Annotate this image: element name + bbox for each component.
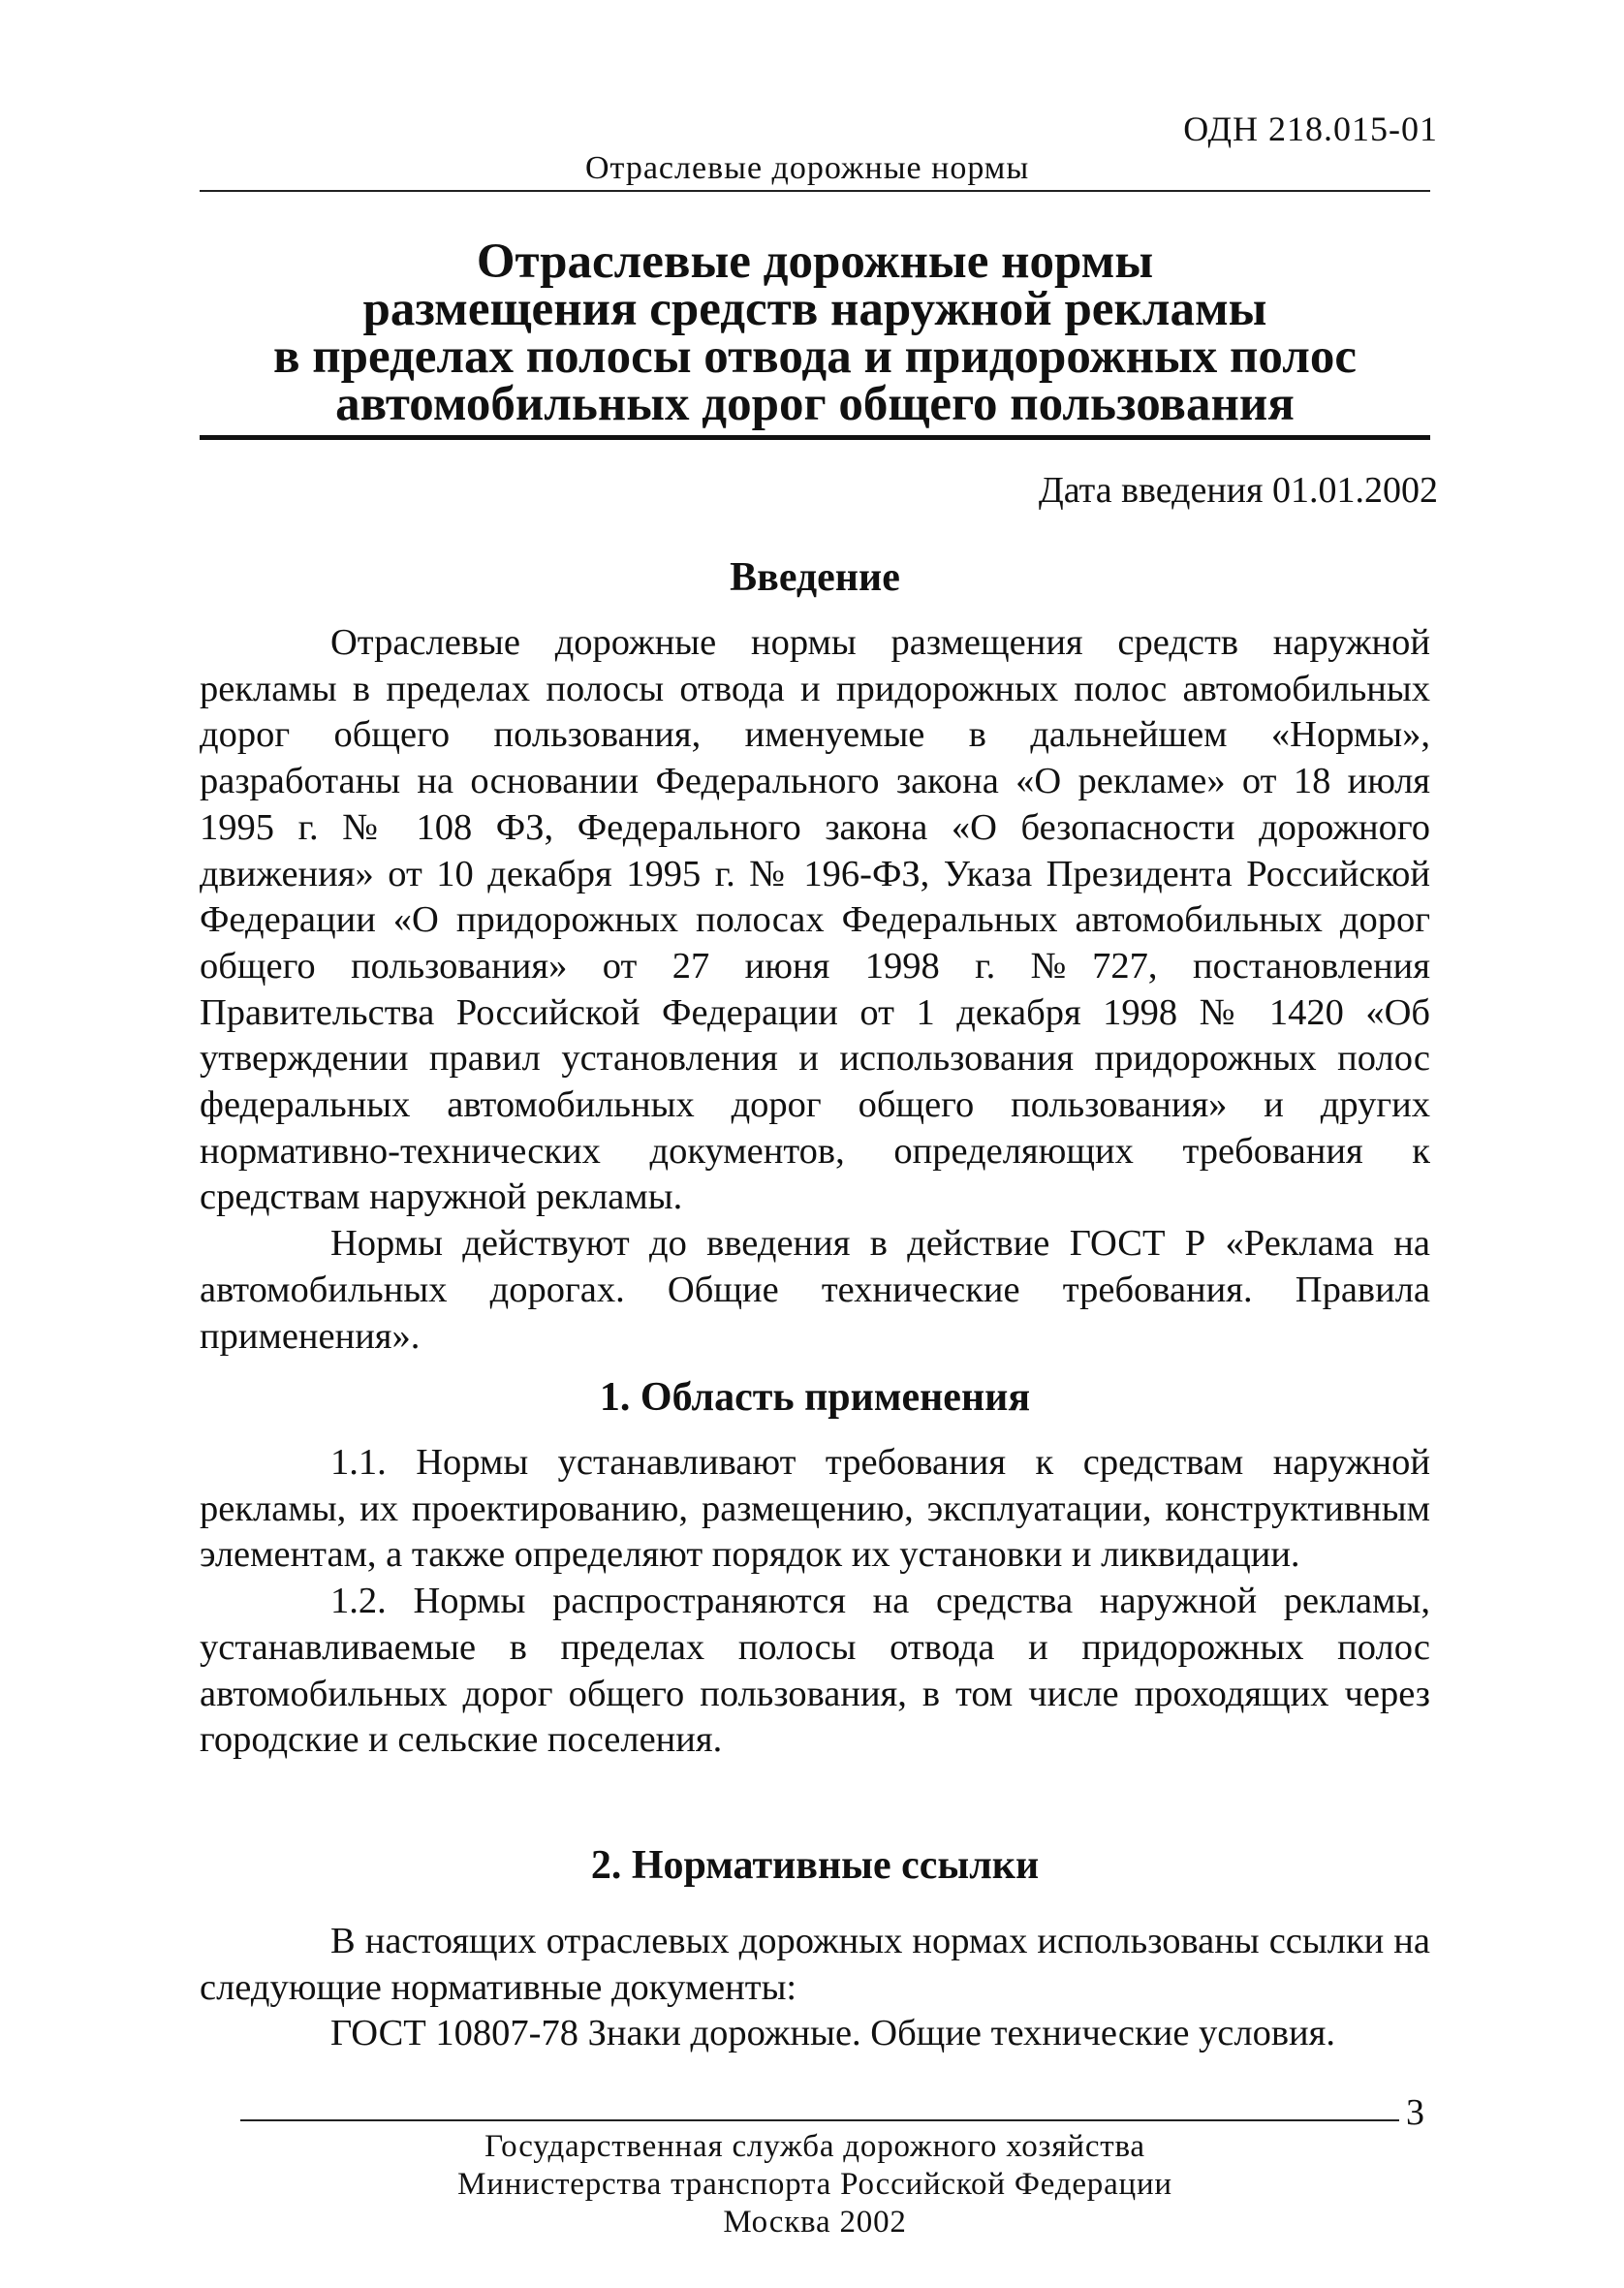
introduction-body: [200, 620, 1430, 1360]
paragraph: Нормы действуют до введения в действие ГОСТ Р «Реклама на автомобильных дорогах. Общие технические требования. Правила применения».: [200, 1223, 1430, 1357]
title-line: размещения средств наружной рекламы: [362, 282, 1267, 336]
paragraph: В настоящих отраслевых дорожных нормах использованы ссылки на следующие нормативные документы:: [200, 1921, 1430, 2008]
footer-line: Министерства транспорта Российской Федерации: [457, 2167, 1172, 2202]
introduction-heading: Введение: [730, 555, 900, 600]
title-line: в пределах полосы отвода и придорожных полос: [272, 329, 1358, 384]
title-rule: [200, 435, 1430, 440]
publisher-footer: [200, 2128, 1430, 2241]
document-title: [200, 235, 1430, 431]
footer-line: Государственная служба дорожного хозяйства: [484, 2129, 1145, 2164]
effective-date: Дата введения 01.01.2002: [1038, 470, 1438, 511]
title-line: Отраслевые дорожные нормы: [476, 235, 1154, 289]
section-1-heading: 1. Область применения: [599, 1375, 1031, 1420]
document-code: ОДН 218.015-01: [1183, 110, 1438, 148]
title-line: автомобильных дорог общего пользования: [335, 377, 1295, 431]
paragraph: Отраслевые дорожные нормы размещения средств наружной рекламы в пределах полосы отвода и придорожных полос автомобильных дорог общего пользования, именуемые в дальнейшем «Нормы», разработаны на основании Федерального закона «О рекламе» от 18 июля 1995 г. № 108 ФЗ, Федерального закона «О безопасности дорожного движения» от 10 декабря 1995 г. № 196-ФЗ, Указа Президента Российской Федерации «О придорожных полосах Федеральных автомобильных дорог общего пользования» от 27 июня 1998 г. №727, постановления Правительства Российской Федерации от 1 декабря 1998 № 1420 «Об утверждении правил установления и использования придорожных полос федеральных автомобильных дорог общего пользования» и других нормативно-технических документов, определяющих требования к средствам наружной рекламы.: [200, 622, 1430, 1218]
paragraph: ГОСТ 10807-78 Знаки дорожные. Общие технические условия.: [330, 2013, 1335, 2054]
section-2-body: [200, 1919, 1430, 2057]
section-2-heading: 2. Нормативные ссылки: [590, 1843, 1040, 1888]
header-rule: [200, 190, 1430, 192]
page-number: 3: [1406, 2092, 1424, 2133]
paragraph: 1.2. Нормы распространяются на средства наружной рекламы, устанавливаемые в пределах полосы отвода и придорожных полос автомобильных дорог общего пользования, в том числе проходящих через городские и сельские поселения.: [200, 1581, 1430, 1761]
paragraph: 1.1. Нормы устанавливают требования к средствам наружной рекламы, их проектированию, размещению, эксплуатации, конструктивным элементам, а также определяют порядок их установки и ликвидации.: [200, 1442, 1430, 1576]
section-1-body: [200, 1440, 1430, 1764]
footer-line: Москва 2002: [723, 2205, 907, 2240]
running-header: Отраслевые дорожные нормы: [585, 150, 1030, 186]
footer-rule: [240, 2119, 1399, 2121]
